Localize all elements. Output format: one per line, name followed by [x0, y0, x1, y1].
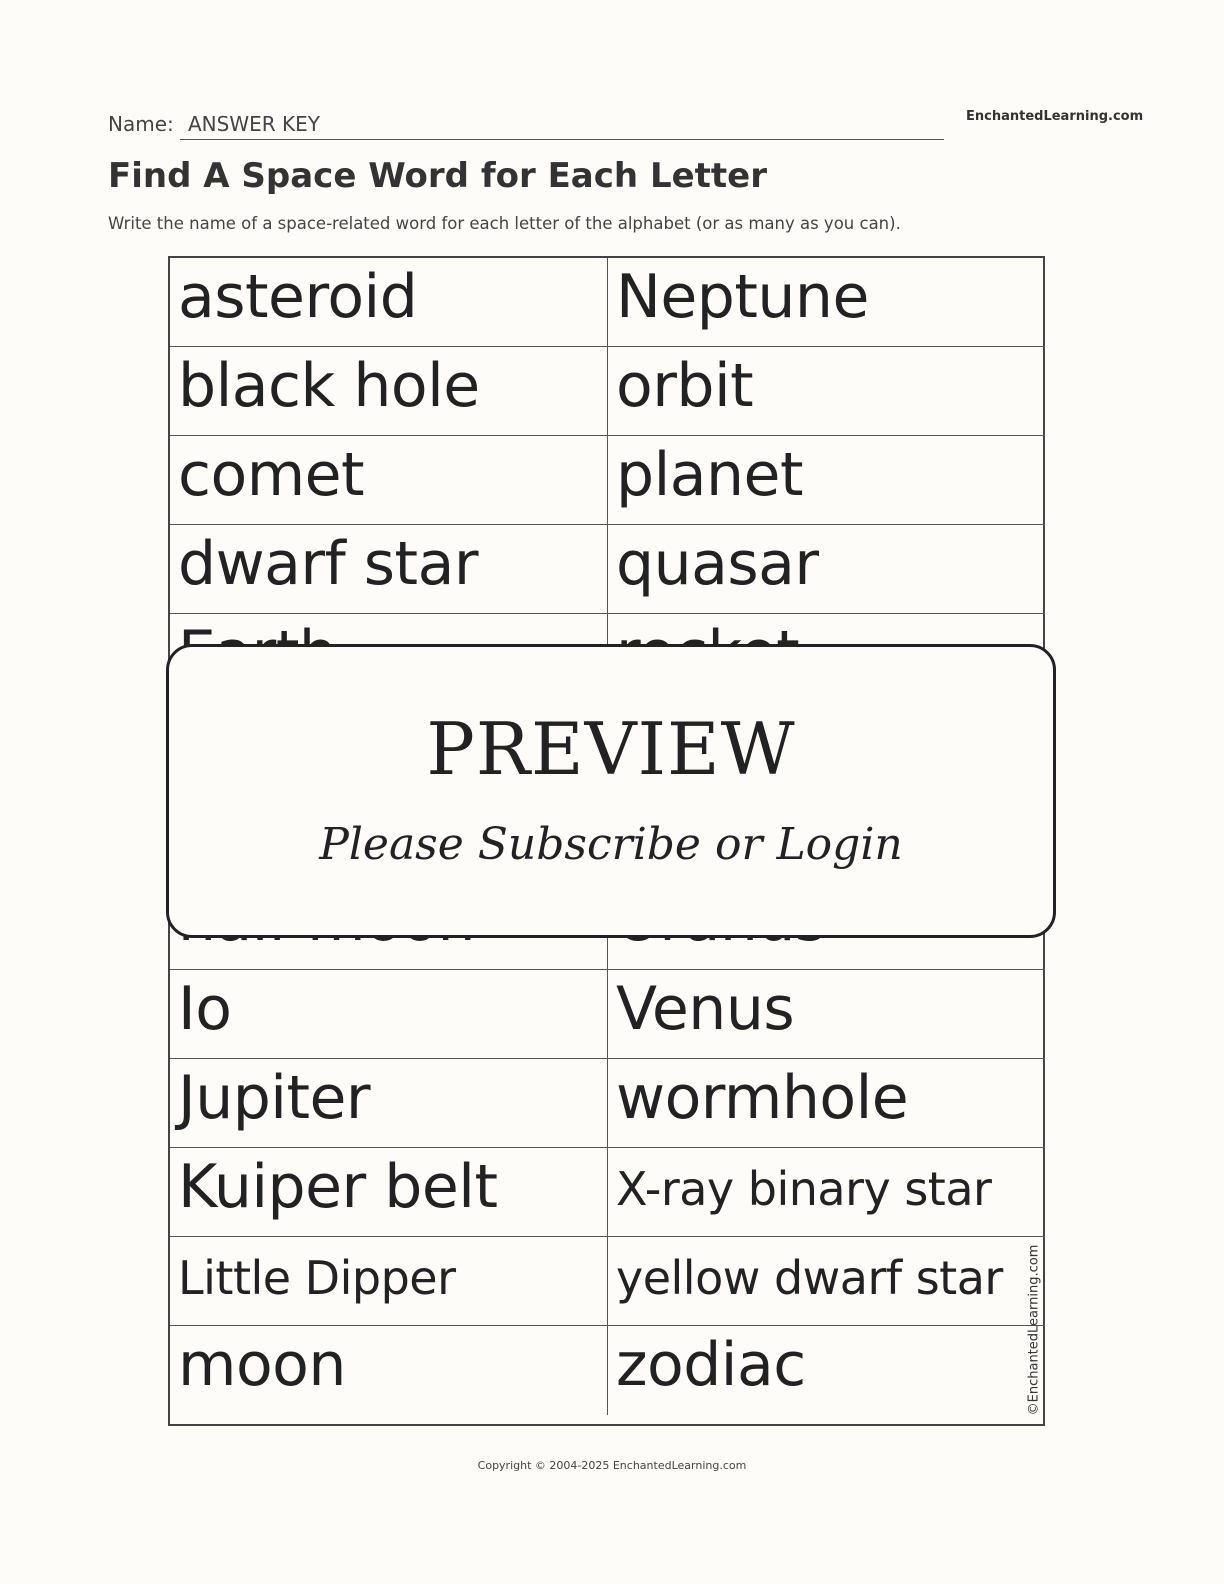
table-cell [608, 970, 1045, 1059]
name-label: Name: [108, 112, 174, 136]
page-title: Find A Space Word for Each Letter [108, 156, 767, 196]
cell-word: quasar [616, 529, 819, 599]
cell-word: zodiac [616, 1330, 806, 1400]
table-cell [170, 1326, 608, 1415]
table-cell [608, 1059, 1045, 1148]
cell-word: X-ray binary star [616, 1162, 992, 1216]
cell-word: Kuiper belt [178, 1152, 498, 1222]
table-cell [170, 1237, 608, 1326]
table-cell [170, 1059, 608, 1148]
cell-word: comet [178, 440, 365, 510]
table-cell [608, 258, 1045, 347]
cell-word: Neptune [616, 262, 869, 332]
table-cell [608, 1326, 1045, 1415]
cell-word: dwarf star [178, 529, 479, 599]
cell-word: yellow dwarf star [616, 1251, 1003, 1305]
cell-word: black hole [178, 351, 480, 421]
table-cell [608, 436, 1045, 525]
cell-word: orbit [616, 351, 754, 421]
table-cell [608, 1148, 1045, 1237]
table-cell [608, 525, 1045, 614]
site-logo-text: EnchantedLearning.com [966, 109, 1144, 124]
cell-word: Io [178, 974, 232, 1044]
vertical-watermark [1024, 1240, 1044, 1420]
cell-word: moon [178, 1330, 346, 1400]
cell-word: Little Dipper [178, 1251, 456, 1305]
cell-word: Jupiter [178, 1063, 371, 1133]
watermark-text: ©EnchantedLearning.com [1026, 1244, 1042, 1416]
table-cell [170, 525, 608, 614]
table-cell [170, 1148, 608, 1237]
preview-title: PREVIEW [426, 707, 796, 791]
preview-subtitle: Please Subscribe or Login [319, 819, 903, 870]
cell-word: asteroid [178, 262, 418, 332]
name-value: ANSWER KEY [188, 112, 320, 136]
table-cell [170, 436, 608, 525]
table-cell [608, 347, 1045, 436]
copyright: Copyright © 2004-2025 EnchantedLearning.com [477, 1459, 747, 1472]
table-cell [608, 1237, 1045, 1326]
table-cell [170, 258, 608, 347]
name-line [180, 139, 944, 140]
cell-word: planet [616, 440, 803, 510]
cell-word: wormhole [616, 1063, 909, 1133]
table-cell [170, 347, 608, 436]
table-cell [170, 970, 608, 1059]
preview-overlay[interactable] [166, 644, 1056, 938]
cell-word: Venus [616, 974, 795, 1044]
name-row [108, 108, 944, 140]
instructions: Write the name of a space-related word for each letter of the alphabet (or as many as you can). [108, 214, 901, 233]
